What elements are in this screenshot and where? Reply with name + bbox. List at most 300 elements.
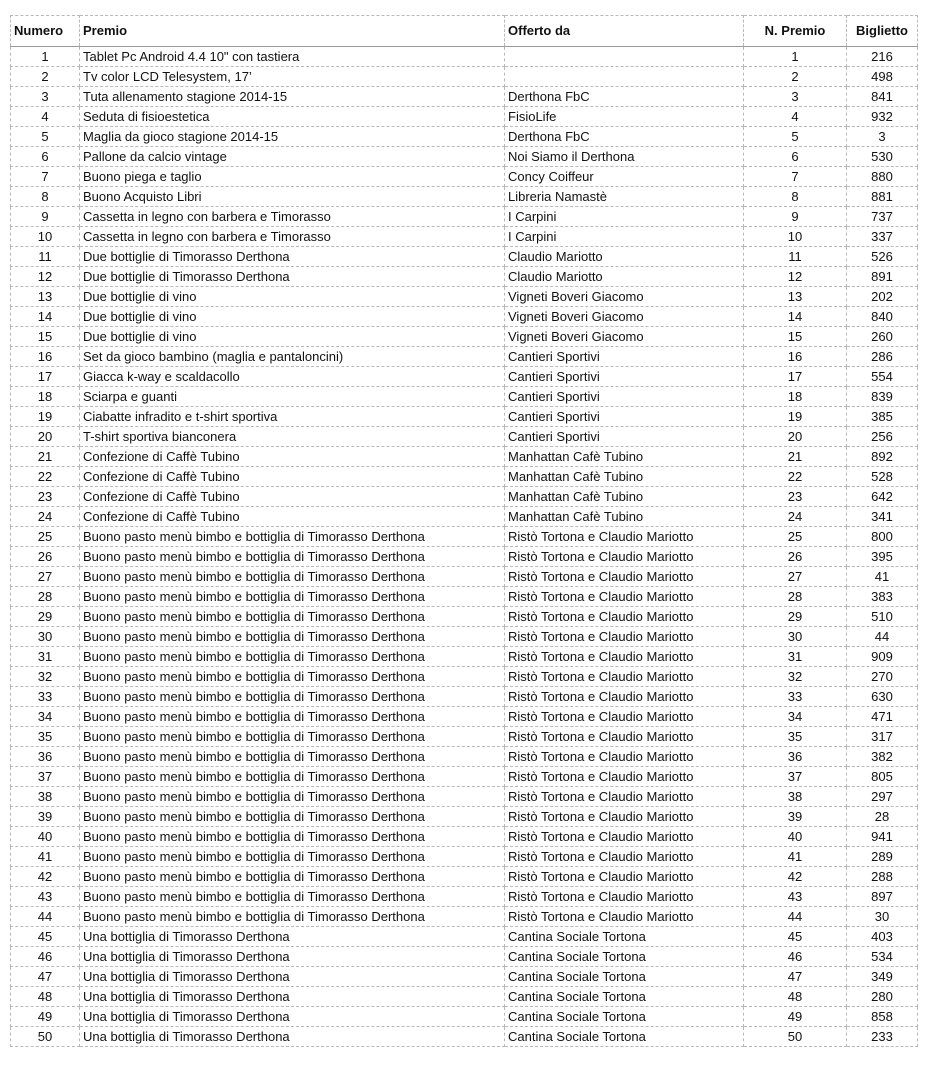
cell-premio: Buono pasto menù bimbo e bottiglia di Timorasso Derthona [80,547,505,567]
cell-numero: 43 [11,887,80,907]
cell-numero: 11 [11,247,80,267]
cell-offerto-da: Ristò Tortona e Claudio Mariotto [505,747,744,767]
cell-premio: Due bottiglie di vino [80,307,505,327]
cell-biglietto: 909 [847,647,918,667]
cell-n-premio: 41 [744,847,847,867]
cell-n-premio: 40 [744,827,847,847]
cell-numero: 9 [11,207,80,227]
cell-premio: T-shirt sportiva bianconera [80,427,505,447]
cell-premio: Buono pasto menù bimbo e bottiglia di Timorasso Derthona [80,647,505,667]
cell-premio: Buono pasto menù bimbo e bottiglia di Timorasso Derthona [80,707,505,727]
cell-premio: Confezione di Caffè Tubino [80,467,505,487]
cell-offerto-da: Vigneti Boveri Giacomo [505,327,744,347]
cell-biglietto: 858 [847,1007,918,1027]
cell-n-premio: 42 [744,867,847,887]
table-row [11,227,918,247]
cell-numero: 17 [11,367,80,387]
cell-numero: 7 [11,167,80,187]
cell-premio: Buono pasto menù bimbo e bottiglia di Timorasso Derthona [80,607,505,627]
cell-premio: Buono pasto menù bimbo e bottiglia di Timorasso Derthona [80,807,505,827]
table-row [11,347,918,367]
cell-biglietto: 642 [847,487,918,507]
table-row [11,687,918,707]
cell-offerto-da: Derthona FbC [505,87,744,107]
cell-offerto-da: Noi Siamo il Derthona [505,147,744,167]
cell-offerto-da: Ristò Tortona e Claudio Mariotto [505,707,744,727]
cell-offerto-da: Ristò Tortona e Claudio Mariotto [505,907,744,927]
cell-n-premio: 38 [744,787,847,807]
cell-premio: Buono pasto menù bimbo e bottiglia di Timorasso Derthona [80,787,505,807]
cell-numero: 48 [11,987,80,1007]
table-row [11,507,918,527]
table-row [11,747,918,767]
cell-biglietto: 385 [847,407,918,427]
cell-premio: Buono pasto menù bimbo e bottiglia di Timorasso Derthona [80,767,505,787]
table-row [11,827,918,847]
cell-premio: Sciarpa e guanti [80,387,505,407]
cell-numero: 32 [11,667,80,687]
cell-biglietto: 297 [847,787,918,807]
cell-biglietto: 554 [847,367,918,387]
cell-offerto-da: Cantina Sociale Tortona [505,1027,744,1047]
cell-numero: 19 [11,407,80,427]
table-row [11,47,918,67]
table-row [11,647,918,667]
cell-offerto-da: Claudio Mariotto [505,247,744,267]
cell-numero: 28 [11,587,80,607]
cell-premio: Una bottiglia di Timorasso Derthona [80,1007,505,1027]
table-row [11,707,918,727]
cell-premio: Buono pasto menù bimbo e bottiglia di Timorasso Derthona [80,867,505,887]
cell-n-premio: 11 [744,247,847,267]
cell-n-premio: 23 [744,487,847,507]
cell-offerto-da: Manhattan Cafè Tubino [505,447,744,467]
cell-offerto-da: Cantina Sociale Tortona [505,987,744,1007]
cell-offerto-da: Derthona FbC [505,127,744,147]
cell-n-premio: 37 [744,767,847,787]
cell-numero: 13 [11,287,80,307]
cell-numero: 50 [11,1027,80,1047]
cell-biglietto: 286 [847,347,918,367]
cell-biglietto: 800 [847,527,918,547]
cell-n-premio: 10 [744,227,847,247]
cell-n-premio: 26 [744,547,847,567]
cell-biglietto: 44 [847,627,918,647]
cell-numero: 47 [11,967,80,987]
cell-biglietto: 630 [847,687,918,707]
cell-numero: 33 [11,687,80,707]
cell-offerto-da: Claudio Mariotto [505,267,744,287]
cell-n-premio: 6 [744,147,847,167]
table-row [11,987,918,1007]
cell-premio: Cassetta in legno con barbera e Timorasso [80,207,505,227]
cell-offerto-da: Ristò Tortona e Claudio Mariotto [505,867,744,887]
cell-biglietto: 880 [847,167,918,187]
cell-n-premio: 28 [744,587,847,607]
header-biglietto: Biglietto [847,16,918,47]
table-row [11,547,918,567]
cell-biglietto: 841 [847,87,918,107]
cell-n-premio: 45 [744,927,847,947]
cell-premio: Una bottiglia di Timorasso Derthona [80,947,505,967]
table-row [11,527,918,547]
cell-premio: Maglia da gioco stagione 2014-15 [80,127,505,147]
cell-numero: 24 [11,507,80,527]
cell-premio: Confezione di Caffè Tubino [80,507,505,527]
cell-n-premio: 15 [744,327,847,347]
cell-premio: Pallone da calcio vintage [80,147,505,167]
cell-n-premio: 39 [744,807,847,827]
cell-numero: 30 [11,627,80,647]
cell-numero: 18 [11,387,80,407]
table-row [11,807,918,827]
cell-n-premio: 14 [744,307,847,327]
table-row [11,567,918,587]
cell-biglietto: 202 [847,287,918,307]
cell-n-premio: 27 [744,567,847,587]
cell-numero: 23 [11,487,80,507]
cell-premio: Seduta di fisioestetica [80,107,505,127]
cell-numero: 40 [11,827,80,847]
cell-offerto-da: I Carpini [505,207,744,227]
cell-numero: 42 [11,867,80,887]
prize-table-sheet [10,15,917,1047]
cell-offerto-da: Ristò Tortona e Claudio Mariotto [505,847,744,867]
cell-numero: 38 [11,787,80,807]
cell-n-premio: 43 [744,887,847,907]
cell-n-premio: 5 [744,127,847,147]
table-row [11,1007,918,1027]
cell-biglietto: 289 [847,847,918,867]
table-row [11,727,918,747]
table-row [11,927,918,947]
cell-biglietto: 317 [847,727,918,747]
cell-premio: Cassetta in legno con barbera e Timorasso [80,227,505,247]
table-row [11,867,918,887]
cell-offerto-da: Manhattan Cafè Tubino [505,507,744,527]
cell-n-premio: 32 [744,667,847,687]
cell-n-premio: 36 [744,747,847,767]
cell-premio: Due bottiglie di Timorasso Derthona [80,247,505,267]
cell-biglietto: 382 [847,747,918,767]
cell-n-premio: 49 [744,1007,847,1027]
cell-numero: 37 [11,767,80,787]
cell-numero: 1 [11,47,80,67]
cell-numero: 3 [11,87,80,107]
cell-n-premio: 46 [744,947,847,967]
cell-premio: Buono pasto menù bimbo e bottiglia di Timorasso Derthona [80,527,505,547]
cell-premio: Buono pasto menù bimbo e bottiglia di Timorasso Derthona [80,827,505,847]
cell-offerto-da: Cantina Sociale Tortona [505,967,744,987]
cell-numero: 25 [11,527,80,547]
cell-n-premio: 35 [744,727,847,747]
cell-numero: 29 [11,607,80,627]
cell-premio: Buono piega e taglio [80,167,505,187]
cell-numero: 21 [11,447,80,467]
cell-premio: Set da gioco bambino (maglia e pantaloncini) [80,347,505,367]
table-row [11,267,918,287]
cell-biglietto: 260 [847,327,918,347]
cell-offerto-da: Ristò Tortona e Claudio Mariotto [505,527,744,547]
cell-offerto-da: Ristò Tortona e Claudio Mariotto [505,587,744,607]
header-n-premio: N. Premio [744,16,847,47]
cell-biglietto: 897 [847,887,918,907]
cell-biglietto: 403 [847,927,918,947]
cell-premio: Due bottiglie di Timorasso Derthona [80,267,505,287]
cell-n-premio: 9 [744,207,847,227]
cell-premio: Una bottiglia di Timorasso Derthona [80,927,505,947]
cell-biglietto: 737 [847,207,918,227]
cell-n-premio: 13 [744,287,847,307]
table-row [11,207,918,227]
cell-biglietto: 471 [847,707,918,727]
header-premio: Premio [80,16,505,47]
cell-n-premio: 1 [744,47,847,67]
cell-offerto-da: Cantina Sociale Tortona [505,927,744,947]
table-row [11,947,918,967]
table-row [11,247,918,267]
table-row [11,307,918,327]
table-body [11,47,918,1047]
cell-biglietto: 28 [847,807,918,827]
cell-biglietto: 892 [847,447,918,467]
cell-n-premio: 30 [744,627,847,647]
cell-biglietto: 280 [847,987,918,1007]
cell-numero: 45 [11,927,80,947]
table-row [11,1027,918,1047]
cell-offerto-da: Cantieri Sportivi [505,347,744,367]
cell-premio: Buono pasto menù bimbo e bottiglia di Timorasso Derthona [80,887,505,907]
cell-offerto-da: Ristò Tortona e Claudio Mariotto [505,727,744,747]
table-row [11,327,918,347]
cell-n-premio: 3 [744,87,847,107]
cell-n-premio: 8 [744,187,847,207]
cell-premio: Buono Acquisto Libri [80,187,505,207]
cell-n-premio: 29 [744,607,847,627]
cell-n-premio: 44 [744,907,847,927]
cell-premio: Ciabatte infradito e t-shirt sportiva [80,407,505,427]
cell-biglietto: 383 [847,587,918,607]
cell-offerto-da: Cantina Sociale Tortona [505,947,744,967]
table-row [11,167,918,187]
cell-numero: 5 [11,127,80,147]
cell-n-premio: 7 [744,167,847,187]
cell-premio: Tv color LCD Telesystem, 17’ [80,67,505,87]
cell-numero: 41 [11,847,80,867]
cell-numero: 46 [11,947,80,967]
cell-numero: 4 [11,107,80,127]
cell-offerto-da: Ristò Tortona e Claudio Mariotto [505,607,744,627]
cell-offerto-da: Ristò Tortona e Claudio Mariotto [505,787,744,807]
cell-premio: Buono pasto menù bimbo e bottiglia di Timorasso Derthona [80,667,505,687]
cell-n-premio: 20 [744,427,847,447]
cell-n-premio: 31 [744,647,847,667]
cell-biglietto: 941 [847,827,918,847]
table-header-row [11,16,918,47]
cell-numero: 31 [11,647,80,667]
cell-biglietto: 41 [847,567,918,587]
table-row [11,127,918,147]
cell-biglietto: 288 [847,867,918,887]
cell-numero: 10 [11,227,80,247]
cell-numero: 36 [11,747,80,767]
table-row [11,967,918,987]
table-row [11,887,918,907]
cell-numero: 14 [11,307,80,327]
cell-premio: Confezione di Caffè Tubino [80,447,505,467]
table-row [11,587,918,607]
header-numero: Numero [11,16,80,47]
cell-offerto-da: Concy Coiffeur [505,167,744,187]
cell-n-premio: 18 [744,387,847,407]
cell-numero: 20 [11,427,80,447]
table-row [11,107,918,127]
cell-n-premio: 50 [744,1027,847,1047]
table-row [11,447,918,467]
cell-premio: Una bottiglia di Timorasso Derthona [80,1027,505,1047]
cell-offerto-da: Manhattan Cafè Tubino [505,487,744,507]
cell-biglietto: 337 [847,227,918,247]
cell-biglietto: 498 [847,67,918,87]
cell-premio: Una bottiglia di Timorasso Derthona [80,987,505,1007]
cell-biglietto: 349 [847,967,918,987]
cell-offerto-da: Ristò Tortona e Claudio Mariotto [505,827,744,847]
cell-premio: Una bottiglia di Timorasso Derthona [80,967,505,987]
cell-n-premio: 34 [744,707,847,727]
cell-biglietto: 256 [847,427,918,447]
cell-premio: Tuta allenamento stagione 2014-15 [80,87,505,107]
cell-premio: Buono pasto menù bimbo e bottiglia di Timorasso Derthona [80,727,505,747]
table-row [11,767,918,787]
cell-offerto-da: Vigneti Boveri Giacomo [505,287,744,307]
cell-premio: Buono pasto menù bimbo e bottiglia di Timorasso Derthona [80,907,505,927]
table-row [11,147,918,167]
cell-offerto-da: Ristò Tortona e Claudio Mariotto [505,547,744,567]
cell-biglietto: 341 [847,507,918,527]
cell-biglietto: 30 [847,907,918,927]
cell-premio: Tablet Pc Android 4.4 10" con tastiera [80,47,505,67]
cell-numero: 35 [11,727,80,747]
cell-biglietto: 839 [847,387,918,407]
cell-n-premio: 21 [744,447,847,467]
cell-premio: Confezione di Caffè Tubino [80,487,505,507]
cell-offerto-da: Cantieri Sportivi [505,427,744,447]
cell-offerto-da: Ristò Tortona e Claudio Mariotto [505,567,744,587]
table-row [11,427,918,447]
cell-biglietto: 881 [847,187,918,207]
cell-numero: 39 [11,807,80,827]
cell-offerto-da: Cantieri Sportivi [505,407,744,427]
cell-offerto-da: Cantieri Sportivi [505,367,744,387]
cell-n-premio: 4 [744,107,847,127]
table-row [11,907,918,927]
cell-numero: 49 [11,1007,80,1027]
cell-n-premio: 24 [744,507,847,527]
cell-offerto-da: FisioLife [505,107,744,127]
cell-offerto-da: Manhattan Cafè Tubino [505,467,744,487]
cell-biglietto: 510 [847,607,918,627]
cell-premio: Due bottiglie di vino [80,287,505,307]
header-offerto-da: Offerto da [505,16,744,47]
cell-offerto-da: Ristò Tortona e Claudio Mariotto [505,627,744,647]
cell-offerto-da: Ristò Tortona e Claudio Mariotto [505,887,744,907]
cell-biglietto: 526 [847,247,918,267]
table-row [11,367,918,387]
cell-biglietto: 530 [847,147,918,167]
cell-premio: Buono pasto menù bimbo e bottiglia di Timorasso Derthona [80,847,505,867]
cell-biglietto: 233 [847,1027,918,1047]
cell-offerto-da: Ristò Tortona e Claudio Mariotto [505,667,744,687]
cell-n-premio: 47 [744,967,847,987]
cell-offerto-da: Libreria Namastè [505,187,744,207]
cell-n-premio: 12 [744,267,847,287]
cell-biglietto: 891 [847,267,918,287]
cell-premio: Due bottiglie di vino [80,327,505,347]
cell-n-premio: 48 [744,987,847,1007]
cell-numero: 27 [11,567,80,587]
cell-biglietto: 805 [847,767,918,787]
cell-numero: 6 [11,147,80,167]
cell-numero: 34 [11,707,80,727]
cell-offerto-da: Cantina Sociale Tortona [505,1007,744,1027]
cell-biglietto: 3 [847,127,918,147]
table-row [11,627,918,647]
cell-numero: 15 [11,327,80,347]
table-row [11,87,918,107]
cell-n-premio: 25 [744,527,847,547]
cell-premio: Giacca k-way e scaldacollo [80,367,505,387]
cell-biglietto: 216 [847,47,918,67]
cell-n-premio: 17 [744,367,847,387]
table-row [11,187,918,207]
cell-n-premio: 22 [744,467,847,487]
cell-offerto-da: Ristò Tortona e Claudio Mariotto [505,687,744,707]
cell-offerto-da: Ristò Tortona e Claudio Mariotto [505,767,744,787]
cell-numero: 44 [11,907,80,927]
cell-premio: Buono pasto menù bimbo e bottiglia di Timorasso Derthona [80,567,505,587]
cell-biglietto: 270 [847,667,918,687]
cell-n-premio: 16 [744,347,847,367]
cell-offerto-da [505,47,744,67]
cell-biglietto: 932 [847,107,918,127]
cell-offerto-da: Vigneti Boveri Giacomo [505,307,744,327]
table-row [11,467,918,487]
cell-biglietto: 395 [847,547,918,567]
table-row [11,787,918,807]
cell-premio: Buono pasto menù bimbo e bottiglia di Timorasso Derthona [80,687,505,707]
cell-premio: Buono pasto menù bimbo e bottiglia di Timorasso Derthona [80,747,505,767]
table-row [11,287,918,307]
cell-numero: 8 [11,187,80,207]
table-row [11,487,918,507]
cell-n-premio: 19 [744,407,847,427]
cell-biglietto: 534 [847,947,918,967]
cell-biglietto: 840 [847,307,918,327]
cell-offerto-da: I Carpini [505,227,744,247]
cell-offerto-da: Ristò Tortona e Claudio Mariotto [505,807,744,827]
table-row [11,607,918,627]
cell-numero: 22 [11,467,80,487]
cell-numero: 12 [11,267,80,287]
cell-n-premio: 2 [744,67,847,87]
cell-numero: 2 [11,67,80,87]
cell-numero: 16 [11,347,80,367]
table-row [11,667,918,687]
table-row [11,407,918,427]
prize-table [10,15,918,1047]
cell-offerto-da: Ristò Tortona e Claudio Mariotto [505,647,744,667]
cell-n-premio: 33 [744,687,847,707]
